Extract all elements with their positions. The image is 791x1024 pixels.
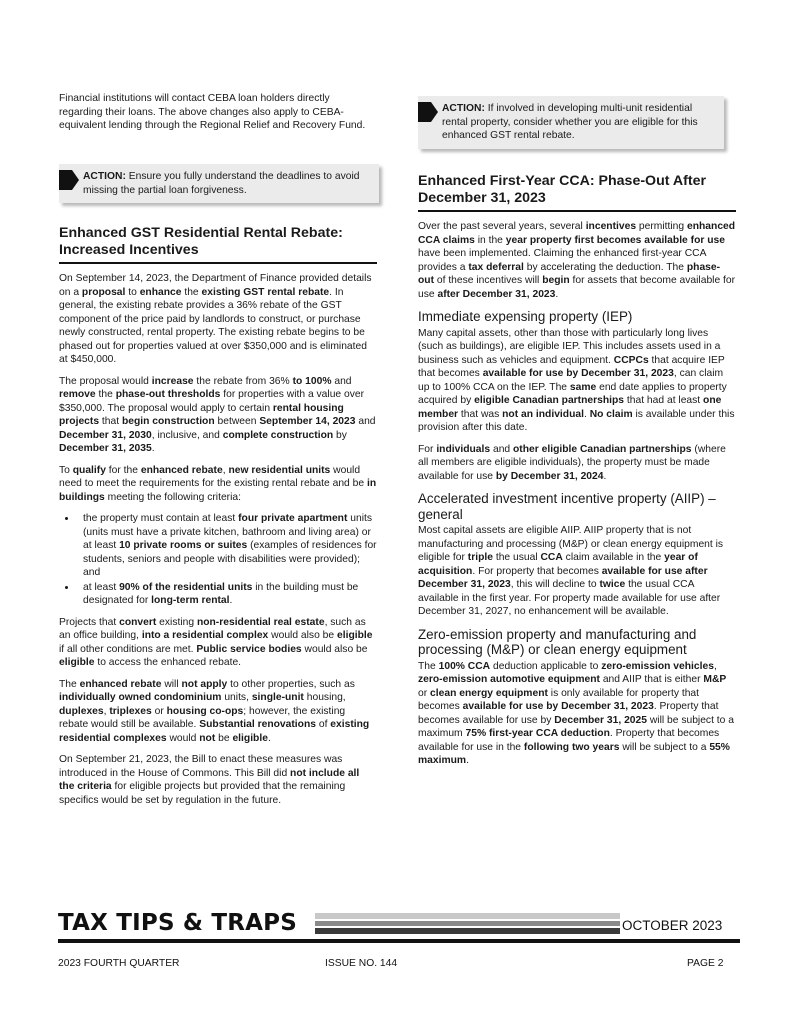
section-heading-cca: Enhanced First-Year CCA: Phase-Out After December 31, 2023 <box>418 173 736 212</box>
action-text: Ensure you fully understand the deadlines to avoid missing the partial loan forgiveness. <box>83 171 360 196</box>
cca-body <box>418 220 736 776</box>
action-arrow-icon <box>418 102 438 122</box>
paragraph: The proposal would increase the rebate from 36% to 100% and remove the phase-out thresholds for properties with a value over $350,000. The proposal would apply to certain rental housing projects that begin construction between September 14, 2023 and December 31, 2030, inclusive, and complete construction by December 31, 2035. <box>59 375 376 454</box>
subheading-iep: Immediate expensing property (IEP) <box>418 309 633 324</box>
subheading-aiip: Accelerated investment incentive property (AIIP) – general <box>418 491 716 522</box>
paragraph: To qualify for the enhanced rebate, new residential units would need to meet the requirements for the existing rental rebate and be in buildings meeting the following criteria: <box>59 464 377 503</box>
paragraph: Over the past several years, several incentives permitting enhanced CCA claims in the year property first becomes available for use have been implemented. Claiming the enhanced first-year CCA provides a tax deferral by accelerating the deduction. The phase-out of these incentives will begin for assets that become available for use after December 31, 2023. <box>418 221 736 300</box>
paragraph: Most capital assets are eligible AIIP. AIIP property that is not manufacturing and processing (M&P) or clean energy equipment is eligible for triple the usual CCA claim available in the year of acquisition. For property that becomes available for use after December 31, 2023, this will decline to twice the usual CCA available in the first year. For property made available for use after December 31, 2027, no enhancement will be available. <box>418 525 724 617</box>
footer-bar-dark <box>315 928 620 934</box>
list-item: • the property must contain at least four private apartment units (units must have a private kitchen, bathroom and living area) or at least 10 private rooms or suites (examples of residences for students, seniors and people with disabilities were provided); and <box>77 512 377 580</box>
gst-rebate-body <box>59 272 377 815</box>
footer-bar-light <box>315 913 620 919</box>
paragraph: Many capital assets, other than those with particularly long lives (such as buildings), are eligible IEP. This includes assets used in a business such as vehicles and equipment. CCPCs that acquire IEP that becomes available for use by December 31, 2023, can claim up to 100% CCA on the IEP. The same end date applies to property acquired by eligible Canadian partnerships that had at least one member that was not an individual. No claim is available under this provision after this date. <box>418 327 735 433</box>
footer-bar-mid <box>315 921 620 926</box>
footer-issue-number: ISSUE NO. 144 <box>325 958 398 969</box>
action-box-gst <box>418 96 724 149</box>
action-label: ACTION: <box>83 171 126 182</box>
section-heading-gst-rebate: Enhanced GST Residential Rental Rebate: Increased Incentives <box>59 225 377 264</box>
paragraph: The enhanced rebate will not apply to other properties, such as individually owned condominium units, single-unit housing, duplexes, triplexes or housing co-ops; however, the existing rebate would still be available. Substantial renovations of existing residential complexes would not be eligible. <box>59 678 370 744</box>
action-text: If involved in developing multi-unit residential rental property, consider whether you are eligible for this enhanced GST rental rebate. <box>442 103 698 141</box>
paragraph: The 100% CCA deduction applicable to zero-emission vehicles, zero-emission automotive equipment and AIIP that is either M&P or clean energy equipment is only available for property that becomes available for use by December 31, 2023. Property that becomes available for use by December 31, 2025 will be subject to a maximum 75% first-year CCA deduction. Property that becomes available for use in the following two years will be subject to a 55% maximum. <box>418 660 734 766</box>
footer-rule <box>58 939 740 943</box>
action-arrow-icon <box>59 170 79 190</box>
issue-date: OCTOBER 2023 <box>622 918 723 933</box>
criteria-list <box>59 512 377 608</box>
action-box-ceba <box>59 164 379 203</box>
subheading-zero-emission: Zero-emission property and manufacturing and processing (M&P) or clean energy equipment <box>418 626 697 657</box>
paragraph: On September 14, 2023, the Department of Finance provided details on a proposal to enhance the existing GST rental rebate. In general, the existing rebate provides a 36% rebate of the GST component of the price paid by landlords to construct, or purchase newly constructed, rental property. The existing rebate begins to be phased out for properties valued at over $350,000 and is eliminated at $450,000. <box>59 273 372 365</box>
action-label: ACTION: <box>442 103 485 114</box>
list-item: • at least 90% of the residential units in the building must be designated for long-term rental. <box>77 581 377 608</box>
paragraph: Projects that convert existing non-residential real estate, such as an office building, into a residential complex would also be eligible if all other conditions are met. Public service bodies would also be eligible to access the enhanced rebate. <box>59 616 373 668</box>
footer-page-number: PAGE 2 <box>687 958 724 969</box>
footer-quarter: 2023 FOURTH QUARTER <box>58 958 180 969</box>
paragraph: For individuals and other eligible Canadian partnerships (where all members are eligible individuals), the property must be made available for use by December 31, 2024. <box>418 443 726 482</box>
newsletter-title: TAX TIPS & TRAPS <box>58 910 298 936</box>
ceba-intro-paragraph: Financial institutions will contact CEBA loan holders directly regarding their loans. The above changes also apply to CEBA-equivalent lending through the Regional Relief and Recovery Fund. <box>59 93 366 131</box>
paragraph: On September 21, 2023, the Bill to enact these measures was introduced in the House of Commons. This Bill did not include all the criteria for eligible projects but provided that the remaining specifics would be set by regulation in the future. <box>59 754 360 806</box>
